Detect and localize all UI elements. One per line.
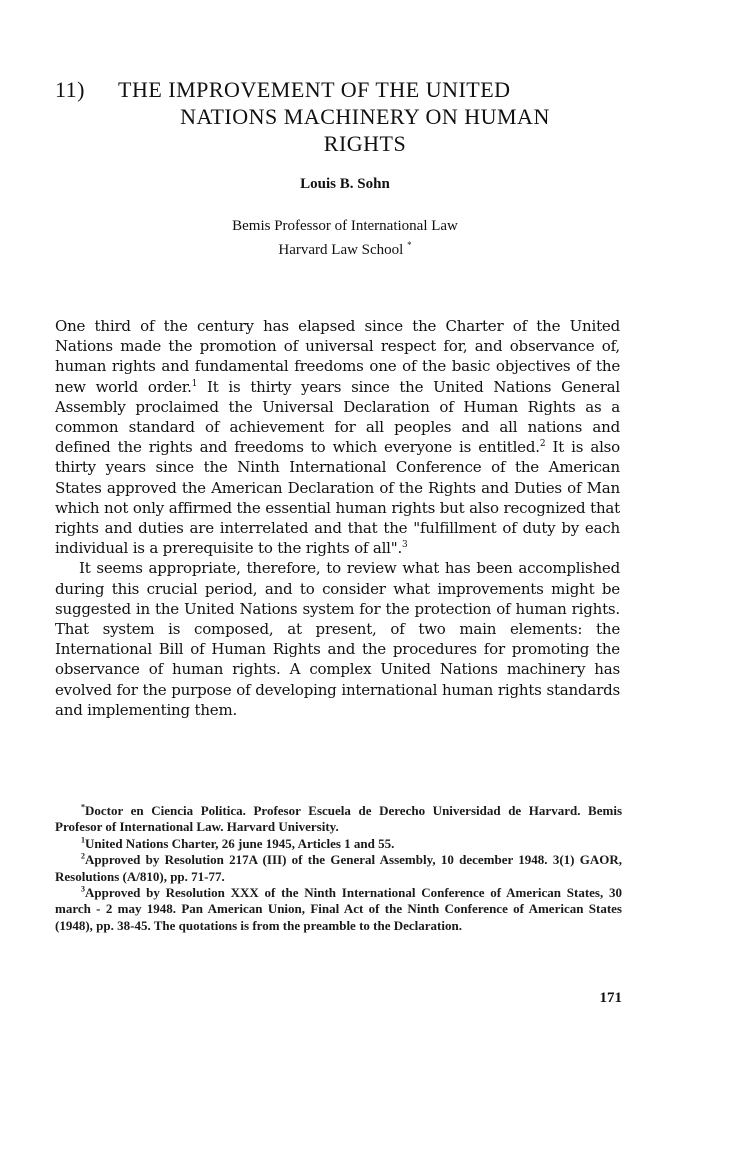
footnote-mark: 2 <box>81 851 85 861</box>
affiliation-institution <box>55 236 635 260</box>
paragraph-1-part-a: One third of the century has elapsed since the Charter of the United Nations made the promotion of universal respect for, and observance of, human rights and fundamental freedoms one of the basic objectives of the new world order. <box>55 317 620 396</box>
paragraph-2: It seems appropriate, therefore, to review what has been accomplished during this crucial period, and to consider what improvements might be suggested in the United Nations system for the protection of human rights. That system is composed, at present, of two main elements: the International Bill of Human Rights and the procedures for promoting the observance of human rights. A complex United Nations machinery has evolved for the purpose of developing international human rights standards and implementing them. <box>55 559 620 719</box>
footnote-star <box>55 803 622 836</box>
footnote-3 <box>55 885 622 934</box>
footnote-2 <box>55 852 622 885</box>
footnote-ref-2: 2 <box>539 439 546 450</box>
section-number: 11) <box>55 77 86 102</box>
footnotes <box>55 803 622 934</box>
author-name: Louis B. Sohn <box>300 176 390 192</box>
title-line-1: THE IMPROVEMENT OF THE UNITED <box>118 77 511 102</box>
footnote-mark: * <box>81 802 85 812</box>
paragraph-1 <box>55 316 620 558</box>
paragraph-1-part-c: It is also thirty years since the Ninth International Conference of the American States approved the American Declaration of the Rights and Duties of Man which not only affirmed the essential human rights but also recognized that rights and duties are interrelated and that the "fulfillment of duty by each individual is a prerequisite to the rights of all". <box>55 438 620 558</box>
affiliation-title: Bemis Professor of International Law <box>232 218 458 234</box>
affiliation-footnote-mark: * <box>407 240 412 250</box>
footnote-text: Approved by Resolution XXX of the Ninth International Conference of American States, 30 march - 2 may 1948. Pan American Union, Final Act of the Ninth Conference of American States (1948), pp. 38-45. The quotations is from the preamble to the Declaration. <box>55 885 622 933</box>
footnote-mark: 1 <box>81 835 85 845</box>
footnote-1 <box>55 836 622 852</box>
title-line-3: RIGHTS <box>323 131 407 156</box>
footnote-mark: 3 <box>81 884 85 894</box>
author-affiliation <box>55 217 635 260</box>
footnote-text: Doctor en Ciencia Politica. Profesor Escuela de Derecho Universidad de Harvard. Bemis Profesor of International Law. Harvard University. <box>55 803 622 835</box>
body-text <box>55 316 620 720</box>
title-line-2: NATIONS MACHINERY ON HUMAN <box>180 104 550 129</box>
affiliation-school: Harvard Law School <box>278 242 404 258</box>
paragraph-1-part-b: It is thirty years since the United Nations General Assembly proclaimed the Universal Declaration of Human Rights as a common standard of achievement for all peoples and all nations and defined the rights and freedoms to which everyone is entitled. <box>55 377 621 457</box>
page-number: 171 <box>599 990 622 1006</box>
footnote-text: Approved by Resolution 217A (III) of the General Assembly, 10 december 1948. 3(1) GAOR, Resolutions (A/810), pp. 71-77. <box>55 852 622 884</box>
footnote-ref-1: 1 <box>191 378 198 389</box>
footnote-ref-3: 3 <box>402 540 408 551</box>
footnote-text: United Nations Charter, 26 june 1945, Articles 1 and 55. <box>85 835 395 851</box>
